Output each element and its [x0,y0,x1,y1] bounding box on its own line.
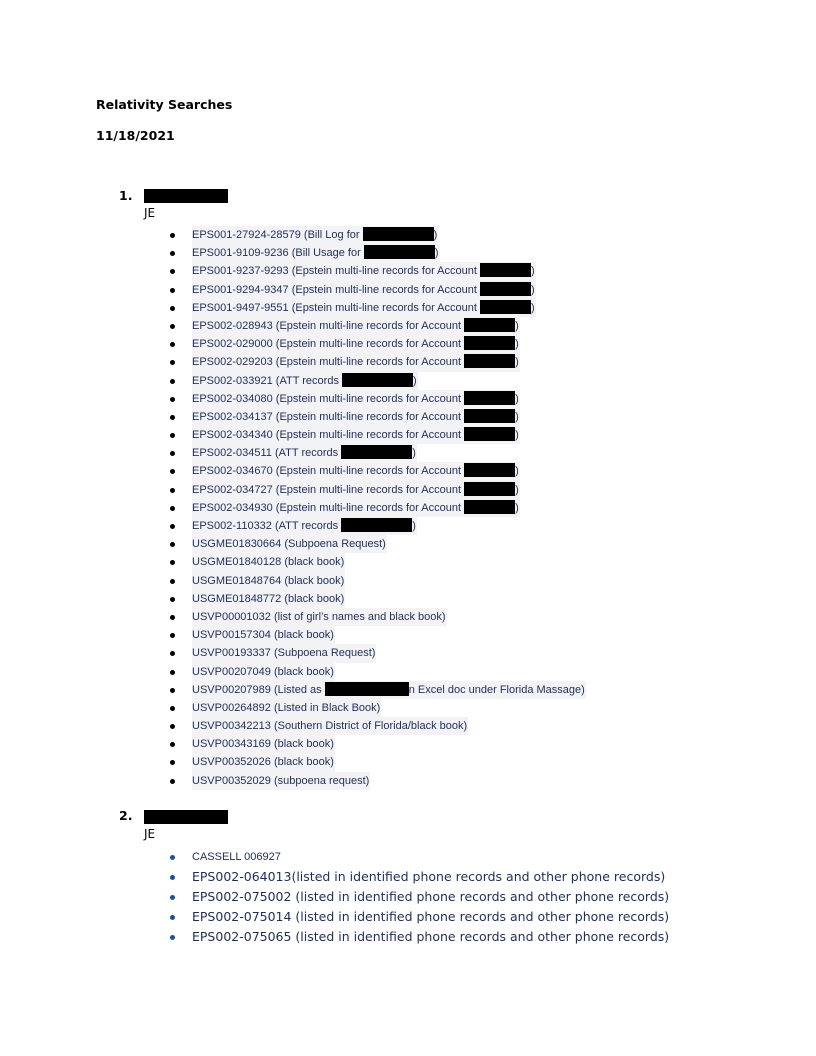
redaction-bar [464,482,515,496]
bullet-icon [170,706,175,711]
redaction-bar [144,810,228,824]
bullet-icon [170,670,175,675]
redaction-bar [464,463,515,477]
bullet-icon [170,324,175,329]
bullet-icon [170,779,175,784]
bullet-icon [170,760,175,765]
bullet-icon [170,560,175,565]
bullet-icon [170,724,175,729]
bullet-icon [170,397,175,402]
redaction-bar [464,336,515,350]
bullet-icon [170,360,175,365]
section-2-subheading: JE [144,827,156,841]
redaction-bar [364,245,435,259]
bullet-icon [170,379,175,384]
bullet-icon [170,251,175,256]
bullet-icon [170,633,175,638]
bullet-icon [170,469,175,474]
redaction-bar [341,445,412,459]
bullet-icon [170,524,175,529]
redaction-bar [342,373,413,387]
bullet-icon [170,597,175,602]
redaction-bar [464,318,515,332]
bullet-icon [170,288,175,293]
bullet-icon [170,742,175,747]
document-date: 11/18/2021 [96,128,175,143]
bullet-icon [170,651,175,656]
bullet-icon [170,433,175,438]
redaction-bar [144,189,228,203]
redaction-bar [464,354,515,368]
bullet-icon [170,935,175,940]
bullet-icon [170,342,175,347]
redaction-bar [464,427,515,441]
redaction-bar [325,682,409,696]
bullet-icon [170,451,175,456]
redaction-bar [363,227,434,241]
section-1-number: 1. [119,188,133,203]
redaction-bar [464,409,515,423]
bullet-icon [170,488,175,493]
bullet-icon [170,233,175,238]
bullet-icon [170,895,175,900]
bullet-icon [170,579,175,584]
bullet-icon [170,542,175,547]
bullet-icon [170,875,175,880]
bullet-icon [170,855,175,860]
document-title: Relativity Searches [96,97,233,112]
bullet-icon [170,506,175,511]
redaction-bar [480,300,531,314]
bullet-icon [170,688,175,693]
bullet-icon [170,269,175,274]
section-1-subheading: JE [144,206,156,220]
bullet-icon [170,415,175,420]
section-2-number: 2. [119,808,133,823]
bullet-icon [170,915,175,920]
redaction-bar [480,282,531,296]
redaction-bar [341,518,412,532]
redaction-bar [480,263,531,277]
bullet-icon [170,615,175,620]
redaction-bar [464,391,515,405]
bullet-icon [170,306,175,311]
redaction-bar [464,500,515,514]
